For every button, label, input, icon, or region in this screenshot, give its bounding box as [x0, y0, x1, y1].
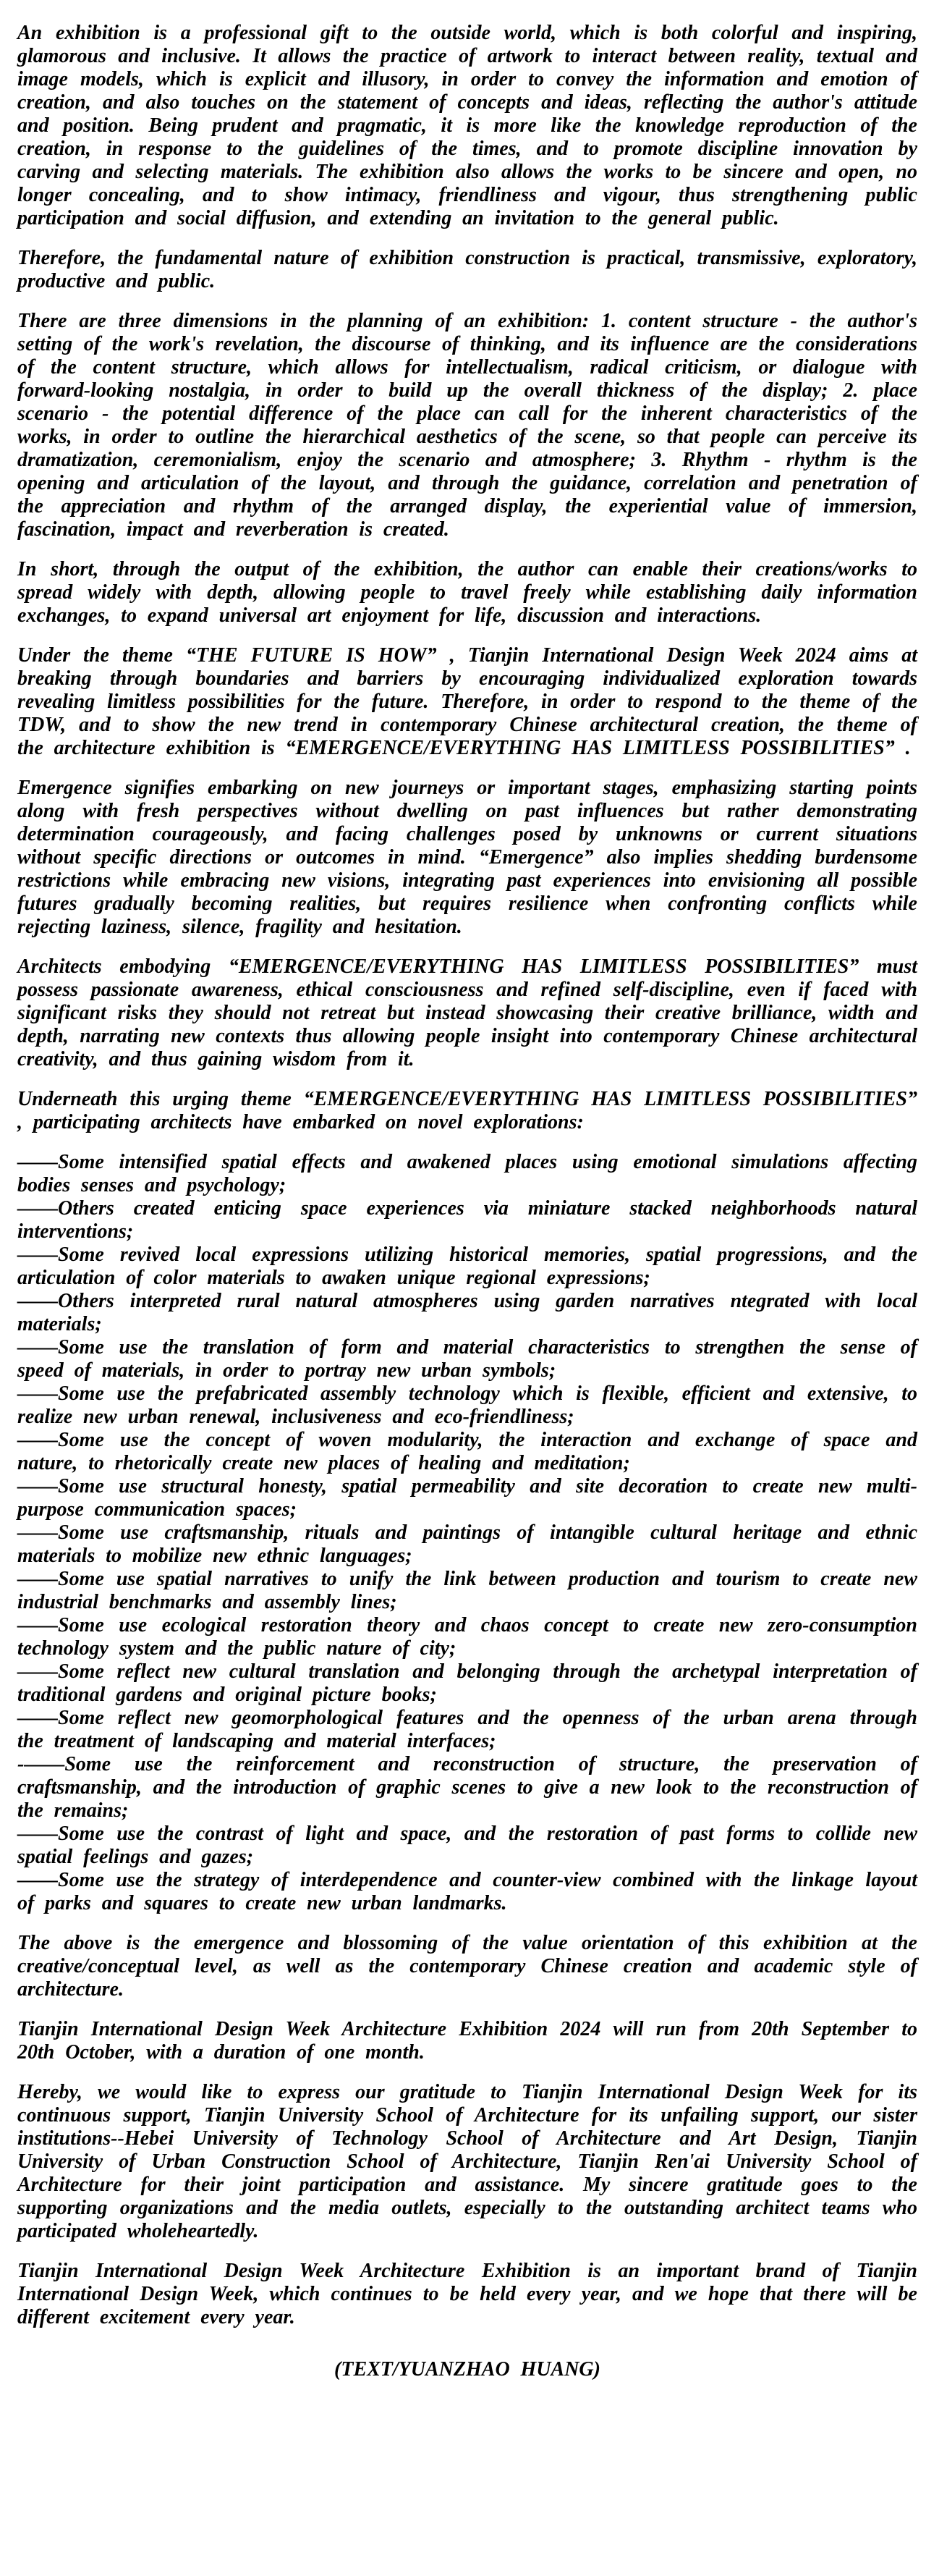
paragraph-three-dimensions: There are three dimensions in the planning of an exhibition: 1. content structure - the author's setting of the work's revelation, the discourse of thinking, and its influence are the considerations of the content structure, which allows for intellectualism, radical criticism, or dialogue with forward-looking nostalgia, in order to build up the overall thickness of the display; 2. place scenario - the potential difference of the place can call for the inherent characteristics of the works, in order to outline the hierarchical aesthetics of the scene, so that people can perceive its dramatization, ceremonialism, enjoy the scenario and atmosphere; 3. Rhythm - rhythm is the opening and articulation of the layout, and through the guidance, correlation and penetration of the appreciation and rhythm of the arranged display, the experiential value of immersion, fascination, impact and reverberation is created. — [17, 310, 917, 541]
paragraph-fundamental-nature: Therefore, the fundamental nature of exhibition construction is practical, transmissive, exploratory, productive and public. — [17, 247, 917, 292]
list-item: -——Some use the reinforcement and reconstruction of structure, the preservation of craftsmanship, and the introduction of graphic scenes to give a new look to the reconstruction of the remains; — [17, 1753, 917, 1822]
list-item: ——Some use craftsmanship, rituals and paintings of intangible cultural heritage and ethnic materials to mobilize new ethnic languages; — [17, 1521, 917, 1567]
list-item: ——Some use the concept of woven modularity, the interaction and exchange of space and nature, to rhetorically create new places of healing and meditation; — [17, 1429, 917, 1474]
paragraph-underneath-theme: Underneath this urging theme “EMERGENCE/EVERYTHING HAS LIMITLESS POSSIBILITIES” , participating architects have embarked on novel explorations: — [17, 1088, 917, 1133]
list-item: ——Others created enticing space experiences via miniature stacked neighborhoods natural interventions; — [17, 1197, 917, 1243]
list-item: ——Some intensified spatial effects and awakened places using emotional simulations affecting bodies senses and psychology; — [17, 1151, 917, 1196]
list-item: ——Some use structural honesty, spatial permeability and site decoration to create new multi-purpose communication spaces; — [17, 1475, 917, 1521]
paragraph-exhibition-dates: Tianjin International Design Week Architecture Exhibition 2024 will run from 20th September to 20th October, with a duration of one month. — [17, 2018, 917, 2064]
list-item: ——Some use spatial narratives to unify the link between production and tourism to create new industrial benchmarks and assembly lines; — [17, 1568, 917, 1613]
list-item: ——Others interpreted rural natural atmospheres using garden narratives ntegrated with local materials; — [17, 1290, 917, 1335]
list-item: ——Some use the strategy of interdependence and counter-view combined with the linkage layout of parks and squares to create new urban landmarks. — [17, 1869, 917, 1914]
paragraph-gratitude: Hereby, we would like to express our gratitude to Tianjin International Design Week for its continuous support, Tianjin University School of Architecture for its unfailing support, our sister institutions--Hebei University of Technology School of Architecture and Art Design, Tianjin University of Urban Construction School of Architecture, Tianjin Ren'ai University School of Architecture for their joint participation and assistance. My sincere gratitude goes to the supporting organizations and the media outlets, especially to the outstanding architect teams who participated wholeheartedly. — [17, 2081, 917, 2242]
paragraph-in-short: In short, through the output of the exhibition, the author can enable their creations/works to spread widely with depth, allowing people to travel freely while establishing daily information exchanges, to expand universal art enjoyment for life, discussion and interactions. — [17, 558, 917, 627]
list-item: ——Some reflect new geomorphological features and the openness of the urban arena through the treatment of landscaping and material interfaces; — [17, 1707, 917, 1752]
paragraph-important-brand: Tianjin International Design Week Architecture Exhibition is an important brand of Tianjin International Design Week, which continues to be held every year, and we hope that there will be different excitement every year. — [17, 2260, 917, 2328]
paragraph-emergence-signifies: Emergence signifies embarking on new journeys or important stages, emphasizing starting points along with fresh perspectives without dwelling on past influences but rather demonstrating determination courageously, and facing challenges posed by unknowns or current situations without specific directions or outcomes in mind. “Emergence” also implies shedding burdensome restrictions while embracing new visions, integrating past experiences into envisioning all possible futures gradually becoming realities, but requires resilience when confronting conflicts while rejecting laziness, silence, fragility and hesitation. — [17, 777, 917, 938]
list-item: ——Some revived local expressions utilizing historical memories, spatial progressions, and the articulation of color materials to awaken unique regional expressions; — [17, 1243, 917, 1289]
list-item: ——Some use the translation of form and material characteristics to strengthen the sense of speed of materials, in order to portray new urban symbols; — [17, 1336, 917, 1382]
list-item: ——Some use ecological restoration theory and chaos concept to create new zero-consumption technology system and the public nature of city; — [17, 1614, 917, 1660]
signature-credit: (TEXT/YUANZHAO HUANG) — [334, 2358, 600, 2381]
paragraph-under-the-theme: Under the theme “THE FUTURE IS HOW” , Tianjin International Design Week 2024 aims at breaking through boundaries and barriers by encouraging individualized exploration towards revealing limitless possibilities for the future. Therefore, in order to respond to the theme of the TDW, and to show the new trend in contemporary Chinese architectural creation, the theme of the architecture exhibition is “EMERGENCE/EVERYTHING HAS LIMITLESS POSSIBILITIES” . — [17, 644, 917, 759]
list-item: ——Some reflect new cultural translation and belonging through the archetypal interpretation of traditional gardens and original picture books; — [17, 1660, 917, 1706]
list-item: ——Some use the prefabricated assembly technology which is flexible, efficient and extensive, to realize new urban renewal, inclusiveness and eco-friendliness; — [17, 1382, 917, 1428]
list-item: ——Some use the contrast of light and space, and the restoration of past forms to collide new spatial feelings and gazes; — [17, 1823, 917, 1868]
paragraph-exhibition-gift: An exhibition is a professional gift to the outside world, which is both colorful and inspiring, glamorous and inclusive. It allows the practice of artwork to interact between reality, textual and image models, which is explicit and illusory, in order to convey the information and emotion of creation, and also touches on the statement of concepts and ideas, reflecting the author's attitude and position. Being prudent and pragmatic, it is more like the knowledge reproduction of the creation, in response to the guidelines of the times, and to promote discipline innovation by carving and selecting materials. The exhibition also allows the works to be sincere and open, no longer concealing, and to show intimacy, friendliness and vigour, thus strengthening public participation and social diffusion, and extending an invitation to the general public. — [17, 22, 917, 229]
paragraph-architects-embodying: Architects embodying “EMERGENCE/EVERYTHING HAS LIMITLESS POSSIBILITIES” must possess passionate awareness, ethical consciousness and refined self-discipline, even if faced with significant risks they should not retreat but instead showcasing their creative brilliance, width and depth, narrating new contexts thus allowing people insight into contemporary Chinese architectural creativity, and thus gaining wisdom from it. — [17, 955, 917, 1070]
paragraph-the-above: The above is the emergence and blossoming of the value orientation of this exhibition at the creative/conceptual level, as well as the contemporary Chinese creation and academic style of architecture. — [17, 1932, 917, 2001]
